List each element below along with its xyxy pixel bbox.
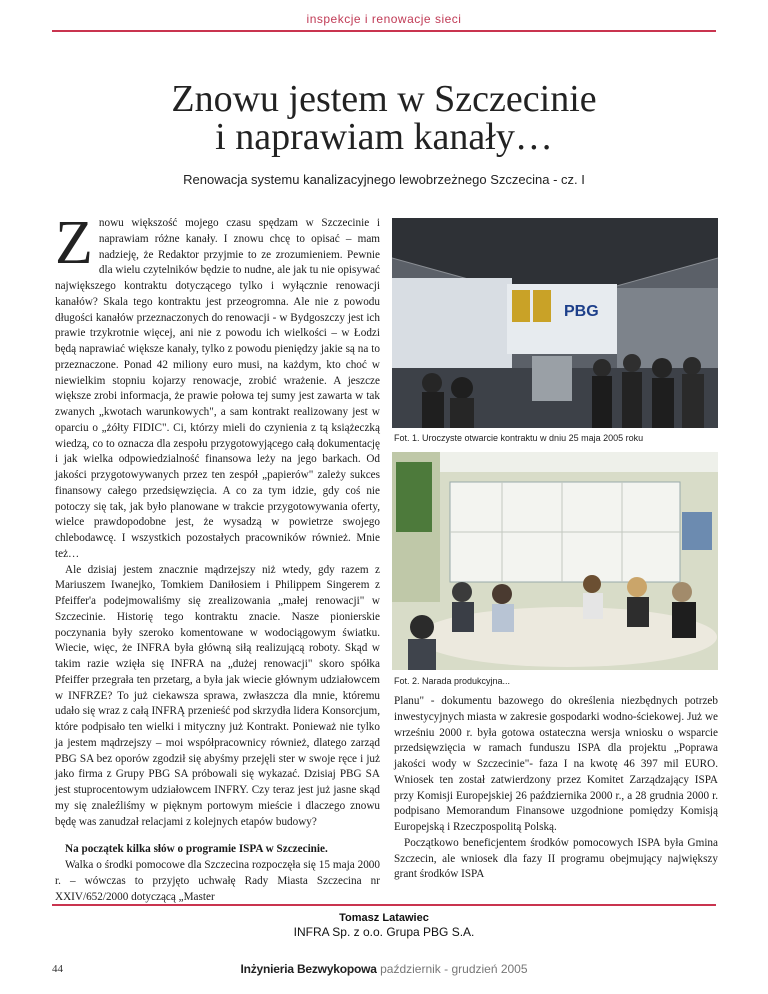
title-line-2: i naprawiam kanały… bbox=[215, 116, 553, 158]
paragraph-3: Walka o środki pomocowe dla Szczecina rozpoczęła się 15 maja 2000 r. – wówczas to przyjęto uchwałę Rady Miasta Szczecina nr XXIV/652/2000 dotyczącą „Master bbox=[55, 859, 380, 903]
paragraph-1 bbox=[55, 209, 380, 563]
paragraph-2: Ale dzisiaj jestem znacznie mądrzejszy niż wtedy, gdy razem z Mariuszem Iwanejko, Tomkiem Daniłosiem i Philippem Singerem z Pfeiffer'a podejmowaliśmy się zrealizowania „małej renowacji" w Szczecinie. Historię tego kontraktu znacie. Nasze pionierskie poczynania były szeroko komentowane w wodociągowym światku. Wiecie, więc, że INFRA była główną siłą realizującą roboty. Skąd w takim razie wzięła się INFRA na „dużej renowacji" skoro spółka Pfeiffer przegrała ten przetarg, a była jak wiecie głównym udziałowcem w INFRZE? To już ciekawsza sprawa, zwłaszcza dla mnie, któremu udało się wraz z całą INFRĄ przenieść pod skrzydła lidera Konsorcjum, które podpisało ten wielki i mityczny już Kontrakt. Ponieważ nie tylko ja jestem mądrzejszy – moi współpracownicy również, dlatego zarząd PBG SA bez oporów zgodził się abyśmy przejęli ster w swoje ręce i już jako firma z Grupy PBG SA próbowali się wykazać. Dzisiaj PBG SA jest stuprocentowym udziałowcem INFRY. Czy teraz jest już jasne skąd my się znaleźliśmy w pięknym portowym mieście i dlaczego znowu będę was zanudzał relacjami z kolejnych etapów budowy? bbox=[55, 563, 380, 828]
section-tag: inspekcje i renowacje sieci bbox=[306, 12, 462, 26]
left-column bbox=[55, 209, 380, 905]
right-column bbox=[394, 694, 718, 883]
caption-photo-1: Fot. 1. Uroczyste otwarcie kontraktu w dniu 25 maja 2005 roku bbox=[394, 433, 644, 443]
article-subtitle: Renowacja systemu kanalizacyjnego lewobrzeżnego Szczecina - cz. I bbox=[183, 172, 585, 187]
top-divider bbox=[52, 30, 716, 32]
photo-production-meeting bbox=[392, 452, 718, 670]
drop-cap: Z bbox=[55, 209, 93, 277]
magazine-name: Inżynieria Bezwykopowa bbox=[240, 962, 377, 976]
photo-banner-text: PBG bbox=[564, 303, 599, 320]
magazine-issue: październik - grudzień 2005 bbox=[380, 962, 528, 976]
author-name: Tomasz Latawiec bbox=[339, 912, 429, 924]
article-title bbox=[0, 80, 768, 156]
page-number: 44 bbox=[52, 963, 63, 975]
photo-contract-opening-image bbox=[392, 218, 718, 428]
paragraph-4: Planu" - dokumentu bazowego do określenia niezbędnych potrzeb inwestycyjnych miasta w zakresie gospodarki wodno-ściekowej. Już we wrześniu 2000 r. była gotowa ostateczna wersja wniosku o wsparcie przedsięwzięcia w ramach funduszu ISPA dla projektu „Poprawa jakości wody w Szczecinie"- faza I na kwotę 46 397 mil EURO. Wniosek ten został zatwierdzony przez Komitet Zarządzający ISPA przy Komisji Europejskiej 26 października 2000 r., a 28 grudnia 2000 r. podpisano Memorandum Finansowe uzgodnione pomiędzy Komisją Europejską i Rzeczpospolitą Polską. bbox=[394, 695, 718, 833]
caption-photo-2: Fot. 2. Narada produkcyjna... bbox=[394, 676, 511, 686]
bottom-divider bbox=[52, 904, 716, 906]
author-block bbox=[0, 912, 768, 939]
photo-contract-opening bbox=[392, 218, 718, 428]
magazine-footer bbox=[0, 962, 768, 976]
paragraph-5: Początkowo beneficjentem środków pomocowych ISPA była Gmina Szczecin, ale wniosek dla fazy II programu obejmujący największy grant środków ISPA bbox=[394, 836, 718, 881]
paragraph-1-text: nowu większość mojego czasu spędzam w Szczecinie i naprawiam różne kanały. I znowu chcę to opisać – mam nadzieję, że Redaktor przyjmie to ze zrozumieniem. Pewnie dla wielu czytelników będzie to nudne, ale jak tu nie opisywać największego kontraktu dotyczącego tylko i wyłącznie renowacji kanałów? Skala tego kontraktu jest przeogromna. Ale nie z powodu długości kanałów przeznaczonych do renowacji - w Bydgoszczy jest ich prawie trzykrotnie więcej, ani nie z powodu ich wielkości – w Łodzi będą naprawiać większe kanały, tylko z powodu pieniędzy jakie są na to przeznaczone. Ponad 42 miliony euro musi, na każdym, kto choć w niewielkim stopniu kojarzy renowacje, zrobić wrażenie. A jeszcze większe zrobi informacja, że prawie połowa tej sumy jest zawarta w tak zwanych „kwotach warunkowych", a sam kontrakt realizowany jest w oparciu o „żółty FIDIC". Ci, którzy mieli do czynienia z tą książeczką wiedzą, co to oznacza dla zespołu przygotowyjącego całą dokumentację i jak wielka odpowiedzialność finansowa leży na jego barkach. Od jakości przygotowywanych przez ten zespół „papierów" zależy sukces finansowy całego przedsięwzięcia. A co za tym idzie, gdy coś nie potoczy się tak, jak było planowane w trakcie przygotowywania oferty, wielce prawdopodobne jest, że wysadzą w powietrze swojego chlebodawcę. I wszystkich pozostałych pracowników również. Mnie też… bbox=[55, 217, 380, 560]
photo-production-meeting-image bbox=[392, 452, 718, 670]
author-organization: INFRA Sp. z o.o. Grupa PBG S.A. bbox=[293, 925, 475, 939]
section-heading: Na początek kilka słów o programie ISPA w Szczecinie. bbox=[65, 843, 328, 856]
title-line-1: Znowu jestem w Szczecinie bbox=[171, 78, 597, 120]
